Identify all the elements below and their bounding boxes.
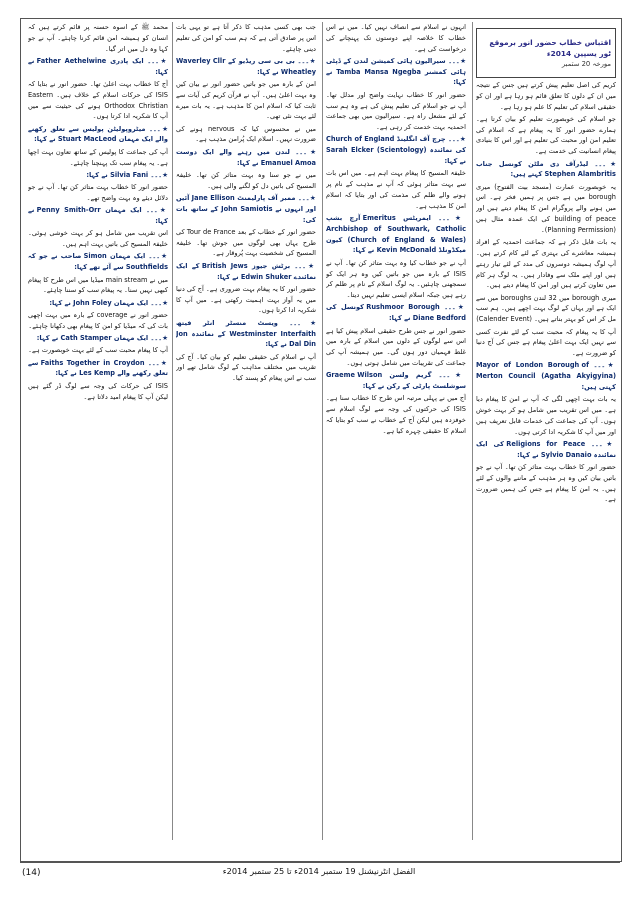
paragraph: ISIS کی حرکات کی وجہ سے لوگ ڈر گئے ہیں لیکن آپ کا پیغام امید دلاتا ہے۔ (28, 381, 168, 401)
paragraph: جب بھی کسی مذہب کا ذکر آتا ہے تو یہی بات اس پر صادق آتی ہے کہ ہم سب کو امن کی تعلیم دینی چاہئے۔ (176, 23, 316, 53)
speaker-heading: ★۔۔۔ گریم ولسن Graeme Wilson سوشلسٹ پارٹی کے رکن نے کہا: (326, 371, 466, 390)
column-divider (472, 22, 473, 840)
paragraph: میں نے main stream میڈیا میں اس طرح کا پیغام کبھی نہیں سنا۔ یہ پیغام سب کو سننا چاہئے۔ (28, 275, 168, 295)
speaker-heading: ★۔۔۔ Rushmoor Borough کونسل کی Diane Bedford نے کہا: (326, 303, 466, 323)
column-1 (476, 22, 616, 840)
paragraph: خلیفۃ المسیح کا پیغام بہت اہم ہے۔ میں اس بات سے بہت متاثر ہوئی کہ آپ نے مذہب کے نام پر ہونے والے ظلم کی مذمت کی اور بتایا کہ اسلام امن کا مذہب ہے۔ (326, 169, 466, 210)
speaker-heading: ★۔۔۔ ایک مہمان Penny Smith-Orr نے کہا: (28, 206, 168, 226)
speaker-heading: ★۔۔۔ ایک مہمان Cath Stamper نے کہا: (36, 334, 168, 343)
column-divider (322, 22, 323, 840)
speaker-heading: ★۔۔۔ ایک مہمان John Foley نے کہا: (49, 298, 168, 307)
paragraph: کریم کی اصل تعلیم پیش کرتے ہیں جس کے نتیجہ میں ان کے دلوں کا تعلق قائم ہو رہا ہے اور ان کو حقیقی اسلام کی تعلیم کا علم ہو رہا ہے۔ (476, 81, 616, 111)
paragraph: میری borough میں 32 لندن boroughs میں سے ایک ہے اور یہاں کے لوگ بہت اچھے ہیں۔ ہم سب مل کر اس کو بہتر بناتے ہیں۔ (Calender Event) (476, 293, 616, 324)
paragraph: جو اسلام کی خوبصورت تعلیم کو بیان کرتا ہے۔ ہمارے حضور انور کا یہ پیغام ہے کہ اسلام کی تعلیم امن اور محبت کی تعلیم ہے اور اس کا بنیادی پیغام انسانیت کی خدمت ہے۔ (476, 114, 616, 156)
speaker-heading: ★۔۔۔ ممبر آف پارلیمنٹ Jane Ellison آئیں اور انہوں نے John Samiotis کے ساتھ بات کی: (176, 193, 316, 224)
paragraph: امن کے بارہ میں جو باتیں حضور انور نے بیان کیں وہ بہت اعلیٰ ہیں۔ آپ نے قرآن کریم کی آیات سے ثابت کیا کہ اسلام امن کا مذہب ہے۔ یہ بات میرے لئے بہت نئی تھی۔ (176, 79, 316, 121)
footer-rule (20, 862, 620, 863)
speaker-heading: ★۔۔۔ بی بی سی ریڈیو کے Waverley Cllr Wheatley نے کہا: (176, 56, 316, 76)
speaker-heading: ★۔۔۔ سیرالیون ہائی کمیشن لندن کے ڈپٹی ہائی کمشنر Tamba Mansa Ngegba نے کہا: (326, 56, 466, 87)
speaker-heading: ★۔۔۔ چرچ آف انگلینڈ Church of England کی نمائندہ Sarah Elcker (Scientology) نے کہا: (326, 135, 466, 166)
column-2 (326, 22, 466, 840)
speaker-heading: ★۔۔۔ Religions for Peace کی ایک نمائندہ Sylvio Danaio نے کہا: (476, 440, 616, 459)
paragraph: آپ نے جو خطاب کیا وہ بہت متاثر کن تھا۔ آپ نے ISIS کے بارہ میں جو باتیں کیں وہ ہر ایک کو سمجھنی چاہئیں۔ یہ لوگ اسلام کے نام پر ظلم کر رہے ہیں جبکہ اسلام ایسی تعلیم نہیں دیتا۔ (326, 258, 466, 300)
paragraph: آپ نے اسلام کی حقیقی تعلیم کو بیان کیا۔ آج کی تقریب میں مختلف مذاہب کے لوگ شامل تھے اور سب نے اس پیغام کو پسند کیا۔ (176, 352, 316, 383)
paragraph: حضور انور کا خطاب بہت متاثر کن تھا۔ آپ نے جو دلائل دیئے وہ بہت واضح تھے۔ (28, 183, 168, 202)
page-number: (14) (22, 868, 41, 878)
paragraph: محمد ﷺ کے اسوہ حسنہ پر قائم کرتے ہیں کہ انسان کو ہمیشہ امن قائم کرنا چاہئے۔ آپ نے جو کہا وہ دل میں اتر گیا۔ (28, 23, 168, 53)
paragraph: حضور انور نے coverage کے بارہ میں بہت اچھی بات کی کہ میڈیا کو امن کا پیغام بھی دکھانا چاہئے۔ (28, 310, 168, 330)
speaker-heading: ★۔۔۔ ویسٹ منسٹر انٹر فیتھ Westminster Interfaith کے نمائندہ Jon Dal Din نے کہا: (176, 318, 316, 349)
paragraph: حضور انور کے خطاب کے بعد Tour de France کی طرح یہاں بھی لوگوں میں جوش تھا۔ خلیفۃ المسیح کی شخصیت بہت پُروقار ہے۔ (176, 227, 316, 258)
speaker-heading: ★۔۔۔ لندن میں رہنے والے ایک دوست Emanuel Amoa نے کہا: (176, 147, 316, 167)
column-divider (172, 22, 173, 840)
speaker-heading: ★۔۔۔ لیڈرآف دی ملٹن کونسل جناب Stephen Alambritis کہتے ہیں: (476, 159, 616, 179)
paragraph: یہ بات بہت اچھی لگی کہ آپ نے امن کا پیغام دیا ہے۔ میں اس تقریب میں شامل ہو کر بہت خوش ہوں۔ آپ کی جماعت کی خدمات قابل تعریف ہیں اور میں آپ کا شکریہ ادا کرتی ہوں۔ (476, 395, 616, 436)
speaker-heading: ★۔۔۔ Faiths Together in Croydon سے تعلق رکھنے والے Les Kemp نے کہا: (28, 358, 168, 378)
paragraph: آپ کی جماعت کا پولیس کے ساتھ تعاون بہت اچھا ہے۔ یہ پیغام سب تک پہنچنا چاہئے۔ (28, 147, 168, 167)
article-date: مورخہ 20 ستمبر (561, 60, 611, 68)
paragraph: حضور انور کا یہ پیغام بہت ضروری ہے۔ آج کی دنیا میں یہ آواز بہت اہمیت رکھتی ہے۔ میں آپ کا شکریہ ادا کرتا ہوں۔ (176, 284, 316, 315)
speaker-heading: ★۔۔۔ برٹش جیوز British Jews کے ایک نمائندے Edwin Shuker نے کہا: (176, 261, 316, 281)
paragraph: یہ بات قابل ذکر ہے کہ جماعت احمدیہ کے افراد ہمیشہ معاشرے کی بہتری کے لئے کام کرتے ہیں۔ آپ لوگ ہمیشہ دوسروں کی مدد کے لئے تیار رہتے ہیں اور اپنے ملک سے وفادار ہیں۔ یہ لوگ ہر کام میں تعاون کرتے ہیں اور امن کا پیغام دیتے ہیں۔ (476, 238, 616, 290)
speaker-heading: ★۔۔۔ ایک پادری Father Aethelwine نے کہا: (28, 56, 168, 76)
speaker-heading: ★۔۔۔ ایک مہمان Simon صاحب نے جو کہ Southfields سے آئے تھے کہا: (28, 252, 168, 272)
issue-line: الفضل انٹرنیشنل 19 ستمبر 2014ء تا 25 ستمبر 2014ء (222, 866, 416, 876)
paragraph: میں نے جو سنا وہ بہت متاثر کن تھا۔ خلیفۃ المسیح کی باتیں دل کو لگنے والی ہیں۔ (176, 170, 316, 190)
speaker-heading: ★۔۔۔ ایمریٹس Emeritus آرچ بشپ Archbishop of Southwark, Catholic (Church of England & Wales) کیون میکڈونلڈ Kevin McDonald نے کہا: (326, 214, 466, 255)
paragraph: آج کا خطاب بہت اعلیٰ تھا۔ حضور انور نے بتایا کہ ISIS کی حرکات اسلام کے خلاف ہیں۔ Eastern Orthodox Christian ہونے کی حیثیت سے میں آپ کا شکریہ ادا کرتا ہوں۔ (28, 79, 168, 121)
article-header-box (476, 28, 616, 78)
paragraph: حضور انور نے جس طرح حقیقی اسلام پیش کیا ہے اس سے لوگوں کے دلوں میں اسلام کے بارہ میں غلط فہمیاں دور ہوں گی۔ میں ہمیشہ آپ کی جماعت کی تقریبات میں شامل ہوتی ہوں۔ (326, 326, 466, 367)
paragraph: آپ کا یہ پیغام کہ محبت سب کے لئے نفرت کسی سے نہیں ایک بہت اعلیٰ پیغام ہے جس کی آج دنیا کو ضرورت ہے۔ (476, 327, 616, 358)
paragraph: آپ کا پیغام محبت سب کے لئے بہت خوبصورت ہے۔ (28, 346, 168, 355)
paragraph: انہوں نے اسلام سے انصاف نہیں کیا۔ میں نے اس خطاب کا خلاصہ اپنے دوستوں تک پہنچانے کی درخواست کی ہے۔ (326, 23, 466, 53)
paragraph: یہ خوبصورت عمارت (مسجد بیت الفتوح) میری borough میں ہے جس پر ہمیں فخر ہے۔ اس میں ہونے والے پروگرام امن کا پیغام دیتے ہیں اور building of peace کی ایک عمدہ مثال ہیں (Planning Permission)۔ (476, 182, 616, 234)
column-4 (28, 22, 168, 840)
paragraph: حضور انور کا خطاب نہایت واضح اور مدلل تھا۔ آپ نے جو اسلام کی تعلیم پیش کی ہے وہ ہم سب کے لئے مشعل راہ ہے۔ سیرالیون میں بھی جماعت احمدیہ بہت خدمت کر رہی ہے۔ (326, 90, 466, 132)
speaker-heading: ★۔۔۔ Mayor of London Borough of Merton Council (Agatha Akyigyina) کہتی ہیں: (476, 361, 616, 392)
article-title: اقتباس خطاب حضور انور برموقع ٹور یسپین 2014ء (489, 38, 611, 58)
speaker-heading: ★۔۔۔ میٹروپولیٹن پولیس سے تعلق رکھنے والے ایک مہمان Stuart MacLeod نے کہا: (28, 124, 168, 144)
paragraph: میں نے محسوس کیا کہ nervous ہونے کی ضرورت نہیں۔ اسلام ایک پُرامن مذہب ہے۔ (176, 124, 316, 144)
paragraph: اس تقریب میں شامل ہو کر بہت خوشی ہوئی۔ خلیفۃ المسیح کی باتیں بہت اہم ہیں۔ (28, 229, 168, 249)
column-3 (176, 22, 316, 840)
speaker-heading: ★۔۔۔ Silvia Fani نے کہا: (86, 170, 168, 179)
paragraph: آج میں نے پہلی مرتبہ اس طرح کا خطاب سنا ہے۔ ISIS کی حرکتوں کی وجہ سے لوگ اسلام سے خوفزدہ ہیں لیکن آج کے خطاب نے سب کو بتایا کہ اسلام کا حقیقی چہرہ کیا ہے۔ (326, 394, 466, 435)
paragraph: حضور انور کا خطاب بہت متاثر کن تھا۔ آپ نے جو باتیں بیان کیں وہ ہر مذہب کے ماننے والوں کے لئے ہیں۔ یہ امن کا پیغام ہے جس کی ہمیں ضرورت ہے۔ (476, 463, 616, 504)
